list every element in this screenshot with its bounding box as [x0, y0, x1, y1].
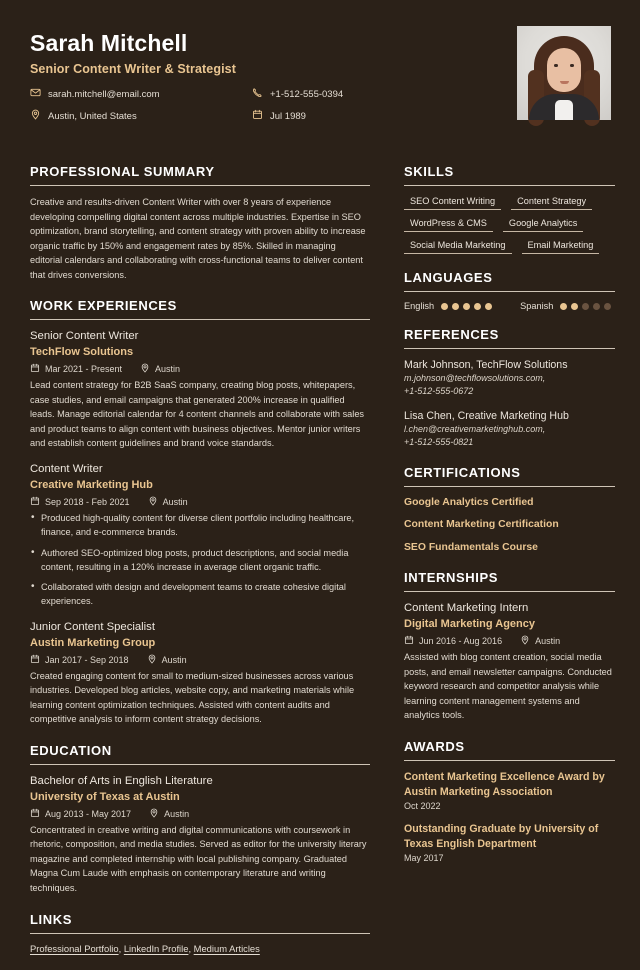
calendar-icon	[30, 654, 40, 666]
skill-item: Content Strategy	[511, 195, 592, 210]
certification-item: Content Marketing Certification	[404, 519, 559, 531]
certification-item: SEO Fundamentals Course	[404, 541, 538, 553]
work-location-text: Austin	[161, 654, 187, 665]
location-icon	[147, 654, 157, 666]
work-organization: Austin Marketing Group	[30, 636, 156, 649]
link-linkedin-profile[interactable]: LinkedIn Profile	[123, 942, 189, 954]
work-meta	[30, 496, 370, 508]
work-dates-text: Sep 2018 - Feb 2021	[45, 497, 130, 508]
contact-location	[30, 109, 252, 123]
skill-item: SEO Content Writing	[404, 195, 501, 210]
language-name: English	[404, 301, 435, 311]
language-item	[404, 301, 492, 311]
section-divider	[30, 319, 370, 320]
section-divider	[404, 291, 615, 292]
section-divider	[404, 348, 615, 349]
section-divider	[30, 764, 370, 765]
work-location-text: Austin	[155, 364, 181, 375]
education-location-text: Austin	[164, 808, 190, 819]
job-title: Senior Content Writer & Strategist	[30, 62, 236, 77]
section-divider	[404, 760, 615, 761]
reference-name: Lisa Chen, Creative Marketing Hub	[404, 409, 569, 422]
link-professional-portfolio[interactable]: Professional Portfolio	[30, 942, 119, 954]
section-education	[30, 743, 370, 896]
language-level-dots	[560, 303, 611, 310]
location-icon	[520, 635, 530, 647]
reference-item	[404, 358, 615, 398]
work-organization: TechFlow Solutions	[30, 346, 134, 359]
section-title-summary: PROFESSIONAL SUMMARY	[30, 164, 215, 179]
links-line	[30, 943, 370, 954]
avatar	[517, 26, 611, 120]
calendar-icon	[404, 635, 414, 647]
education-entry	[30, 774, 370, 896]
work-description: Created engaging content for small to medium-sized businesses across various industries. Developed blog articles, website copy, and marketing materials while learning content optimization techniques. Assisted with content audits and competitive analysis to inform content strategy decisions.	[30, 670, 355, 725]
section-title-skills: SKILLS	[404, 164, 454, 179]
work-bullet: • Produced high-quality content for diverse client portfolio including healthcare, finance, and e-commerce brands.	[30, 511, 370, 540]
contact-email	[30, 87, 252, 101]
skill-item: Social Media Marketing	[404, 239, 512, 254]
contact-birthdate-text: Jul 1989	[270, 110, 306, 122]
skill-item: WordPress & CMS	[404, 217, 493, 232]
internship-location	[520, 635, 560, 647]
award-title: Outstanding Graduate by University of Texas English Department	[404, 823, 599, 850]
award-item	[404, 770, 615, 811]
email-icon	[30, 87, 41, 101]
internship-location-text: Austin	[535, 636, 561, 647]
award-date: Oct 2022	[404, 801, 441, 812]
internship-description: Assisted with blog content creation, social media posts, and email newsletter campaigns. Conducted keyword research and competitor analysis while learning content management systems and analytics tools.	[404, 652, 612, 721]
skill-item: Email Marketing	[522, 239, 600, 254]
header-left	[30, 26, 517, 123]
section-title-work: WORK EXPERIENCES	[30, 298, 177, 314]
education-dates	[30, 808, 131, 820]
work-location	[148, 496, 188, 508]
calendar-icon	[252, 109, 263, 123]
education-description: Concentrated in creative writing and digital communications with coursework in rhetoric, composition, and media studies. Served as editor for the university literary magazine and completed internship with local publishing company. Graduated Magna Cum Laude with emphasis on contemporary literature and writing techniques.	[30, 824, 367, 893]
section-title-internships: INTERNSHIPS	[404, 570, 499, 586]
work-organization: Creative Marketing Hub	[30, 479, 153, 492]
level-dot-filled	[441, 303, 448, 310]
reference-phone: +1-512-555-0821	[404, 436, 474, 447]
section-title-links: LINKS	[30, 911, 72, 927]
contact-grid	[30, 87, 517, 123]
section-languages	[404, 270, 615, 311]
contact-location-text: Austin, United States	[48, 110, 137, 122]
level-dot-filled	[571, 303, 578, 310]
location-icon	[148, 496, 158, 508]
section-divider	[404, 591, 615, 592]
section-work-experiences	[30, 298, 370, 727]
section-divider	[404, 486, 615, 487]
work-dates	[30, 496, 130, 508]
work-dates	[30, 363, 122, 375]
section-professional-summary	[30, 164, 370, 282]
work-role: Senior Content Writer	[30, 330, 139, 343]
avatar-eye-left	[554, 64, 558, 67]
level-dot-filled	[560, 303, 567, 310]
contact-birthdate	[252, 109, 517, 123]
phone-icon	[252, 87, 263, 101]
level-dot-empty	[593, 303, 600, 310]
skill-item: Google Analytics	[503, 217, 583, 232]
calendar-icon	[30, 496, 40, 508]
work-meta	[30, 654, 370, 666]
section-skills	[404, 164, 615, 254]
section-divider	[30, 185, 370, 186]
avatar-face	[547, 48, 581, 92]
work-dates-text: Jan 2017 - Sep 2018	[45, 654, 129, 665]
work-location	[140, 363, 180, 375]
education-degree: Bachelor of Arts in English Literature	[30, 774, 213, 787]
section-internships	[404, 570, 615, 723]
contact-phone-text: +1-512-555-0394	[270, 88, 344, 100]
work-description: Lead content strategy for B2B SaaS company, creating blog posts, whitepapers, case studies, and email campaigns that generated 200% increase in qualified leads. Manage editorial calendar for 4 content channels and collaborate with sales and product teams to align content with business objectives. Mentor junior writers and establish content guidelines and brand voice standards.	[30, 380, 365, 449]
work-dates-text: Mar 2021 - Present	[45, 364, 123, 375]
reference-item	[404, 409, 615, 449]
skills-list	[404, 195, 615, 254]
work-bullet-list	[30, 511, 370, 609]
avatar-eye-right	[570, 64, 574, 67]
work-bullet: • Authored SEO-optimized blog posts, product descriptions, and social media content, resulting in a 120% increase in average client organic traffic.	[30, 546, 370, 575]
avatar-shirt	[555, 100, 573, 120]
section-divider	[30, 933, 370, 934]
page-title: Sarah Mitchell	[30, 30, 188, 56]
summary-text: Creative and results-driven Content Writer with over 8 years of experience developing compelling digital content across multiple industries. Expertise in SEO optimization, brand storytelling, and content strategy with proven ability to increase organic traffic by 150% and engagement rates by 85%. Skilled in managing editorial calendars and collaborating with cross-functional teams to deliver content that drives conversions.	[30, 197, 366, 280]
section-divider	[404, 185, 615, 186]
location-icon	[140, 363, 150, 375]
internship-dates	[404, 635, 502, 647]
education-dates-text: Aug 2013 - May 2017	[45, 808, 132, 819]
award-title: Content Marketing Excellence Award by Austin Marketing Association	[404, 770, 605, 798]
section-references	[404, 327, 615, 449]
reference-email: l.chen@creativemarketinghub.com,	[404, 424, 546, 435]
education-location	[149, 808, 189, 820]
language-name: Spanish	[520, 301, 554, 311]
section-links	[30, 912, 370, 954]
work-role: Content Writer	[30, 462, 103, 475]
section-title-certifications: CERTIFICATIONS	[404, 464, 521, 480]
right-column	[404, 164, 615, 970]
certification-item: Google Analytics Certified	[404, 496, 534, 508]
work-meta	[30, 363, 370, 375]
level-dot-empty	[604, 303, 611, 310]
reference-email: m.johnson@techflowsolutions.com,	[404, 373, 546, 384]
internship-dates-text: Jun 2016 - Aug 2016	[419, 636, 503, 647]
reference-phone: +1-512-555-0672	[404, 386, 474, 397]
location-icon	[149, 808, 159, 820]
award-date: May 2017	[404, 853, 444, 864]
internship-entry	[404, 601, 615, 723]
level-dot-filled	[474, 303, 481, 310]
link-separator: ,	[188, 942, 194, 954]
level-dot-filled	[463, 303, 470, 310]
internship-role: Content Marketing Intern	[404, 602, 529, 615]
resume-header	[30, 26, 615, 146]
calendar-icon	[30, 808, 40, 820]
reference-name: Mark Johnson, TechFlow Solutions	[404, 359, 568, 371]
internship-meta	[404, 635, 615, 647]
work-dates	[30, 654, 129, 666]
work-bullet: • Collaborated with design and development teams to create cohesive digital experiences.	[30, 580, 370, 609]
section-title-references: REFERENCES	[404, 327, 499, 342]
calendar-icon	[30, 363, 40, 375]
level-dot-empty	[582, 303, 589, 310]
section-title-languages: LANGUAGES	[404, 270, 493, 285]
link-medium-articles[interactable]: Medium Articles	[193, 942, 260, 954]
contact-email-text: sarah.mitchell@email.com	[48, 88, 160, 100]
work-entry	[30, 620, 370, 727]
languages-list	[404, 301, 615, 311]
work-entry	[30, 462, 370, 609]
award-item	[404, 822, 615, 863]
section-title-education: EDUCATION	[30, 742, 112, 758]
contact-phone	[252, 87, 517, 101]
work-location	[147, 654, 187, 666]
language-item	[520, 301, 611, 311]
level-dot-filled	[452, 303, 459, 310]
link-separator: ,	[118, 942, 124, 954]
work-location-text: Austin	[162, 497, 188, 508]
resume-columns	[30, 164, 615, 970]
level-dot-filled	[485, 303, 492, 310]
language-level-dots	[441, 303, 492, 310]
work-entry	[30, 329, 370, 451]
education-school: University of Texas at Austin	[30, 791, 180, 803]
work-role: Junior Content Specialist	[30, 620, 155, 633]
section-certifications	[404, 465, 615, 555]
location-icon	[30, 109, 41, 123]
education-meta	[30, 808, 370, 820]
left-column	[30, 164, 370, 970]
section-awards	[404, 739, 615, 863]
internship-organization: Digital Marketing Agency	[404, 618, 536, 631]
section-title-awards: AWARDS	[404, 738, 465, 754]
